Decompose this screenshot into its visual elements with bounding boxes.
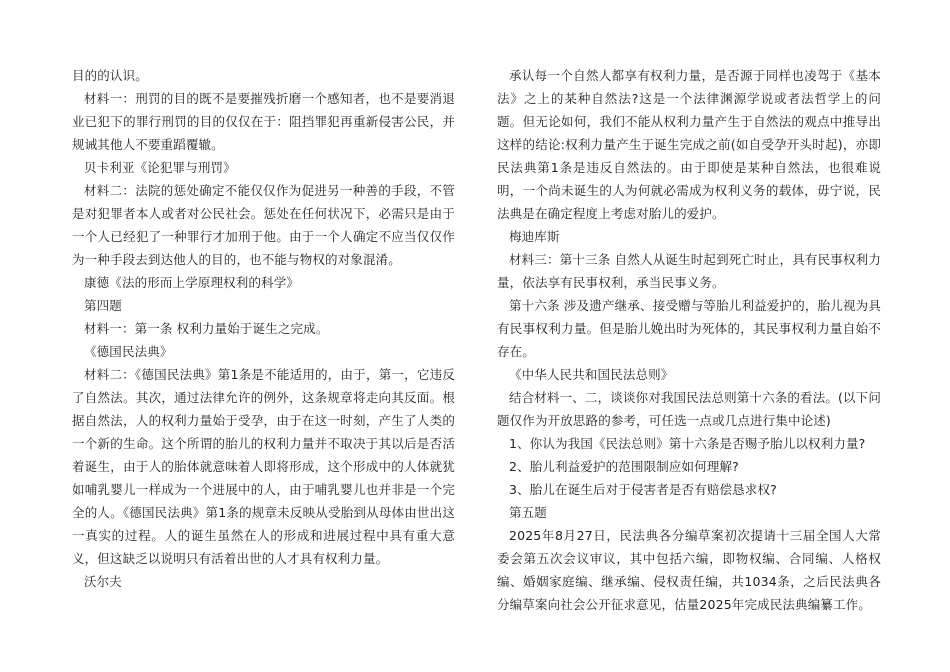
question-three: 3、胎儿在诞生后对于侵害者是否有赔偿恳求权? xyxy=(509,482,777,497)
paragraph-natural-law: 承认每一个自然人都享有权利力量，是否源于同样也凌驾于《基本法》之上的某种自然法?这是一个法律渊源学说或者法哲学上的问题。但无论如何，我们不能从权利力量产生于自然法的观点中推导出这样的结论:权利力量产生于诞生完成之前(如自受孕开头时起)，亦即民法典第1条是违反自然法的。由于即使是某种自然法，也很难说明，一个尚未诞生的人为何就必需成为权利义务的载体，毋宁说，民法典是在确定程度上考虑对胎儿的爱护。 xyxy=(497,68,881,221)
paragraph-material-two-court: 材料二：法院的惩处确定不能仅仅作为促进另一种善的手段，不管是对犯罪者本人或者对公民社会。惩处在任何状况下，必需只是由于一个人已经犯了一种罪行才加刑于他。由于一个人确定不应当仅仅作为一种手段去到达他人的目的，也不能与物权的对象混淆。 xyxy=(72,183,455,267)
right-column xyxy=(497,64,881,616)
citation-medicus: 梅迪库斯 xyxy=(509,229,560,244)
citation-beccaria: 贝卡利亚《论犯罪与刑罚》 xyxy=(84,160,236,175)
citation-kant: 康德《法的形而上学原理权利的科学》 xyxy=(84,275,300,290)
paragraph-purpose-cognition: 目的的认识。 xyxy=(72,68,148,83)
left-column xyxy=(72,64,455,593)
question-two: 2、胎儿利益爱护的范围限制应如何理解? xyxy=(509,459,739,474)
citation-wolf: 沃尔夫 xyxy=(84,574,122,589)
heading-question-five: 第五题 xyxy=(509,505,547,520)
paragraph-discussion-prompt: 结合材料一、二，谈谈你对我国民法总则第十六条的看法。(以下问题仅作为开放思路的参考，可任选一点或几点进行集中论述) xyxy=(497,390,881,428)
paragraph-civil-code-drafting: 2025年8月27日，民法典各分编草案初次提请十三届全国人大常委会第五次会议审议，其中包括六编，即物权编、合同编、人格权编、婚姻家庭编、继承编、侵权责任编，共1034条，之后民法典各分编草案向社会公开征求意见，估量2025年完成民法典编纂工作。 xyxy=(497,528,881,612)
paragraph-article-thirteen: 材料三：第十三条 自然人从诞生时起到死亡时止，具有民事权利力量，依法享有民事权利，承当民事义务。 xyxy=(497,252,881,290)
citation-german-civil-code: 《德国民法典》 xyxy=(84,344,173,359)
paragraph-material-one-punishment: 材料一：刑罚的目的既不是要摧残折磨一个感知者，也不是要消退业已犯下的罪行刑罚的目的仅仅在于：阻挡罪犯再重新侵害公民，并规诫其他人不要重蹈覆辙。 xyxy=(72,91,455,152)
citation-civil-law-general-provisions: 《中华人民共和国民法总则》 xyxy=(509,367,674,382)
paragraph-article-sixteen: 第十六条 涉及遗产继承、接受赠与等胎儿利益爱护的，胎儿视为具有民事权利力量。但是胎儿娩出时为死体的，其民事权利力量自始不存在。 xyxy=(497,298,881,359)
heading-question-four: 第四题 xyxy=(84,298,122,313)
question-one: 1、你认为我国《民法总则》第十六条是否赐予胎儿以权利力量? xyxy=(509,436,866,451)
paragraph-article-one: 材料一：第一条 权利力量始于诞生之完成。 xyxy=(84,321,329,336)
paragraph-material-two-german-code: 材料二：《德国民法典》第1条是不能适用的，由于，第一，它违反了自然法。其次，通过法律允许的例外，这条规章将走向其反面。根据自然法，人的权利力量始于受孕，由于在这一时刻，产生了人类的一个新的生命。这个所谓的胎儿的权利力量并不取决于其以后是否活着诞生，由于人的胎体就意味着人即将形成，这个形成中的人体就犹如哺乳婴儿一样成为一个进展中的人，由于哺乳婴儿也并非是一个完全的人。《德国民法典》第1条的规章未反映从受胎到从母体由世出这一真实的过程。人的诞生虽然在人的形成和进展过程中具有重大意义，但这缺乏以说明只有活着出世的人才具有权利力量。 xyxy=(72,367,455,566)
